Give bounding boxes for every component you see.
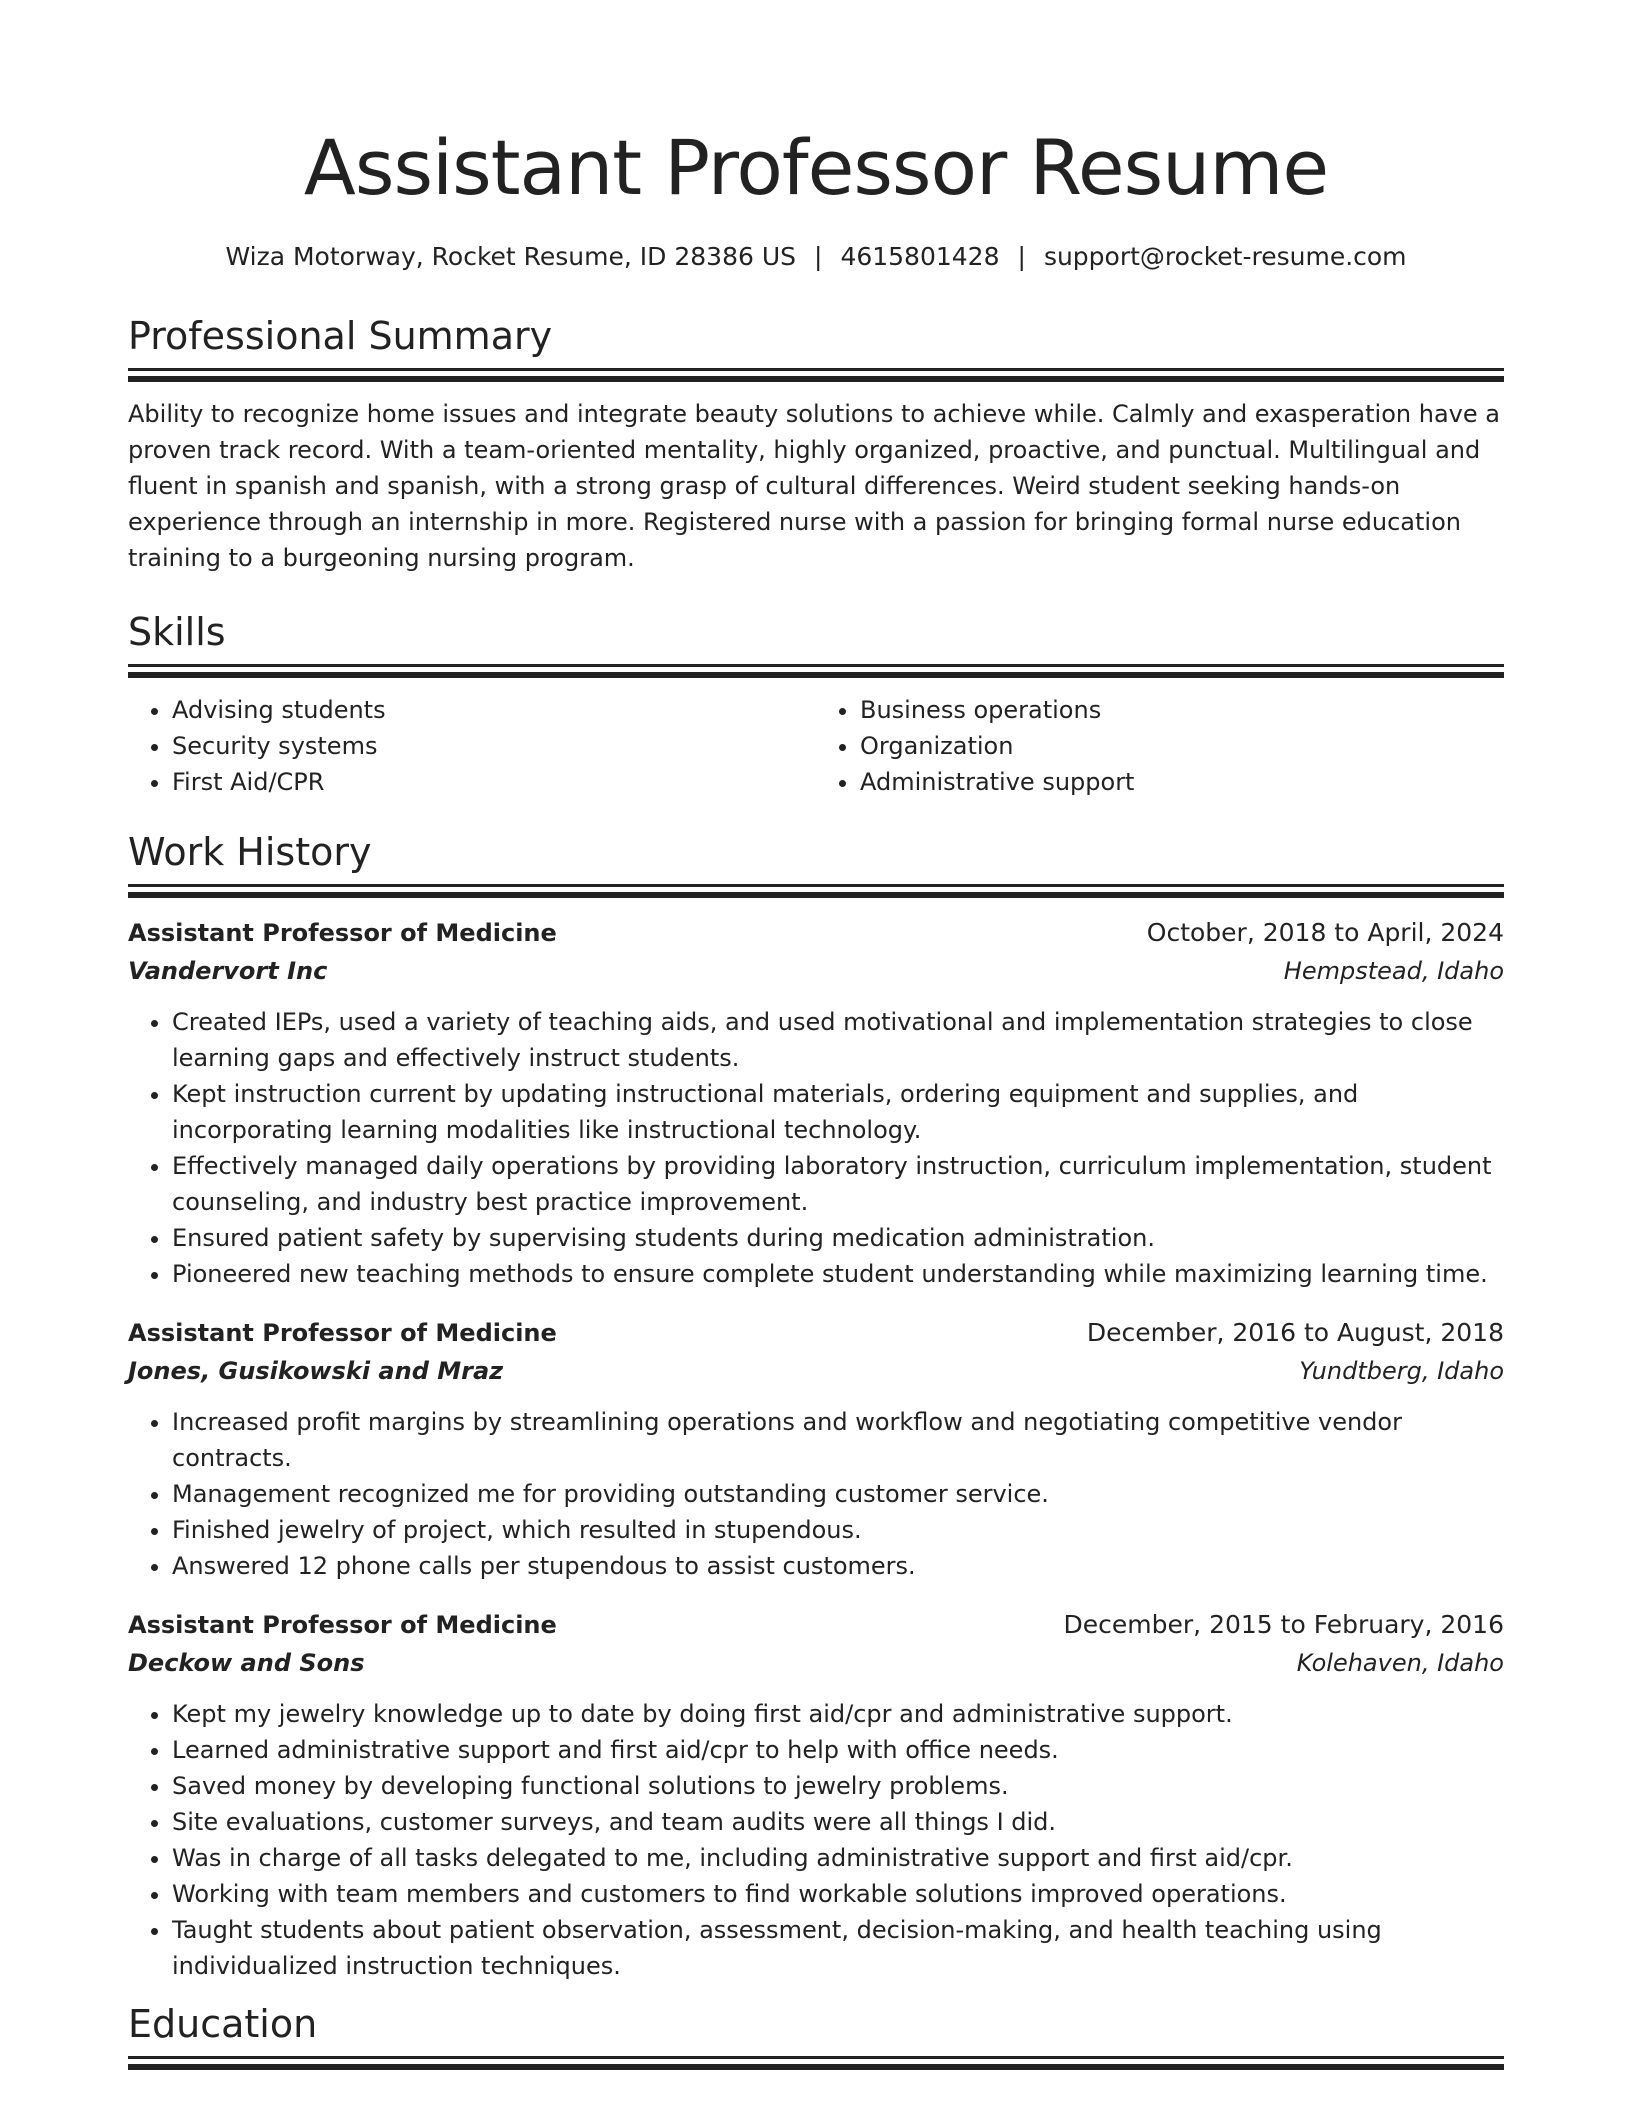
job-company-row — [128, 952, 1504, 990]
job-company-row — [128, 1352, 1504, 1390]
job-entry — [128, 914, 1504, 1292]
job-bullets — [128, 1696, 1504, 1984]
section-heading-education: Education — [128, 2002, 318, 2046]
job-header-row — [128, 914, 1504, 952]
education-section — [128, 1998, 1504, 2070]
job-bullet: • Kept instruction current by updating instructional materials, ordering equipment and supplies, and incorporating learning modalities like instructional technology. — [172, 1076, 1504, 1148]
job-bullet: • Ensured patient safety by supervising students during medication administration. — [172, 1220, 1504, 1256]
job-bullet: • Effectively managed daily operations by providing laboratory instruction, curriculum implementation, student counseling, and industry best practice improvement. — [172, 1148, 1504, 1220]
job-title: Assistant Professor of Medicine — [128, 1319, 557, 1347]
job-bullet: • Finished jewelry of project, which resulted in stupendous. — [172, 1512, 1504, 1548]
job-dates: December, 2016 to August, 2018 — [1086, 1318, 1504, 1347]
skills-list — [128, 692, 1504, 800]
skill-item: • Security systems — [172, 728, 816, 764]
skills-section — [128, 606, 1504, 800]
resume-title: Assistant Professor Resume — [303, 123, 1329, 212]
job-bullet: • Increased profit margins by streamlining operations and workflow and negotiating competitive vendor contracts. — [172, 1404, 1504, 1476]
summary-section — [128, 310, 1504, 576]
job-bullets — [128, 1404, 1504, 1584]
section-divider — [128, 884, 1504, 887]
job-bullet: • Working with team members and customers to find workable solutions improved operations. — [172, 1876, 1504, 1912]
job-bullet: • Saved money by developing functional solutions to jewelry problems. — [172, 1768, 1504, 1804]
job-bullet: • Answered 12 phone calls per stupendous to assist customers. — [172, 1548, 1504, 1584]
job-bullets — [128, 1004, 1504, 1292]
job-bullet: • Taught students about patient observation, assessment, decision-making, and health teaching using individualized instruction techniques. — [172, 1912, 1504, 1984]
skill-item: • First Aid/CPR — [172, 764, 816, 800]
section-divider-thick — [128, 376, 1504, 382]
job-company: Deckow and Sons — [128, 1649, 365, 1677]
job-bullet: • Created IEPs, used a variety of teaching aids, and used motivational and implementation strategies to close learning gaps and effectively instruct students. — [172, 1004, 1504, 1076]
job-company: Vandervort Inc — [128, 957, 328, 985]
job-entry — [128, 1314, 1504, 1584]
work-history-section — [128, 826, 1504, 1984]
section-divider — [128, 2056, 1504, 2059]
contact-address: Wiza Motorway, Rocket Resume, ID 28386 US — [225, 242, 796, 271]
job-location: Kolehaven, Idaho — [1296, 1649, 1504, 1677]
job-bullet: • Site evaluations, customer surveys, and team audits were all things I did. — [172, 1804, 1504, 1840]
skills-column-right — [816, 692, 1504, 800]
skill-item: • Advising students — [172, 692, 816, 728]
job-title: Assistant Professor of Medicine — [128, 919, 557, 947]
job-header-row — [128, 1314, 1504, 1352]
contact-separator: | — [814, 242, 823, 271]
skill-item: • Administrative support — [860, 764, 1504, 800]
contact-phone: 4615801428 — [840, 242, 1000, 271]
section-heading-work: Work History — [128, 830, 372, 874]
section-heading-skills: Skills — [128, 610, 226, 654]
job-entry — [128, 1606, 1504, 1984]
skill-item: • Business operations — [860, 692, 1504, 728]
job-bullet: • Management recognized me for providing outstanding customer service. — [172, 1476, 1504, 1512]
section-divider-thick — [128, 672, 1504, 678]
job-title: Assistant Professor of Medicine — [128, 1611, 557, 1639]
job-dates: October, 2018 to April, 2024 — [1146, 918, 1504, 947]
summary-text: Ability to recognize home issues and integrate beauty solutions to achieve while. Calmly and exasperation have a proven track record. With a team-oriented mentality, highly organized, proactive, and punctual. Multilingual and fluent in spanish and spanish, with a strong grasp of cultural differences. Weird student seeking hands-on experience through an internship in more. Registered nurse with a passion for bringing formal nurse education training to a burgeoning nursing program. — [128, 400, 1500, 572]
job-header-row — [128, 1606, 1504, 1644]
section-divider-thick — [128, 2064, 1504, 2070]
job-company-row — [128, 1644, 1504, 1682]
job-company: Jones, Gusikowski and Mraz — [128, 1357, 504, 1385]
job-bullet: • Kept my jewelry knowledge up to date by doing first aid/cpr and administrative support. — [172, 1696, 1504, 1732]
skill-item: • Organization — [860, 728, 1504, 764]
section-divider-thick — [128, 892, 1504, 898]
job-bullet: • Pioneered new teaching methods to ensure complete student understanding while maximizing learning time. — [172, 1256, 1504, 1292]
section-divider — [128, 664, 1504, 667]
job-bullet: • Learned administrative support and first aid/cpr to help with office needs. — [172, 1732, 1504, 1768]
contact-line — [128, 240, 1504, 274]
job-dates: December, 2015 to February, 2016 — [1063, 1610, 1504, 1639]
contact-separator: | — [1017, 242, 1026, 271]
job-location: Hempstead, Idaho — [1283, 957, 1504, 985]
contact-email: support@rocket-resume.com — [1043, 242, 1407, 271]
job-location: Yundtberg, Idaho — [1299, 1357, 1504, 1385]
skills-column-left — [128, 692, 816, 800]
section-divider — [128, 368, 1504, 371]
job-bullet: • Was in charge of all tasks delegated to me, including administrative support and first aid/cpr. — [172, 1840, 1504, 1876]
section-heading-summary: Professional Summary — [128, 314, 553, 358]
